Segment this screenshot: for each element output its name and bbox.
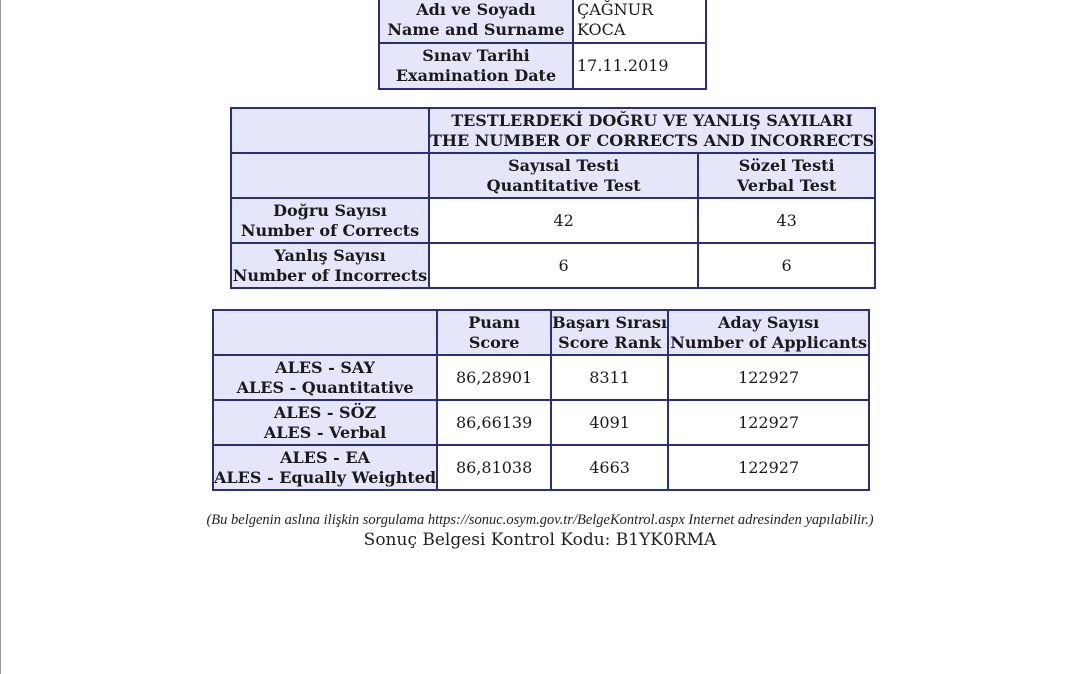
verbal-header-tr: Sözel Testi [738, 155, 835, 175]
score-value: 86,28901 [437, 355, 551, 400]
applicants-header [668, 310, 869, 355]
quantitative-test-header [429, 153, 698, 198]
name-label-tr: Adı ve Soyadı [416, 0, 536, 19]
rank-header-en: Score Rank [558, 332, 662, 352]
applicants-value: 122927 [668, 445, 869, 490]
score-row-label [213, 400, 437, 445]
score-row-label-en: ALES - Quantitative [236, 377, 414, 397]
score-row-label-en: ALES - Equally Weighted [214, 467, 437, 487]
incorrects-quant-value: 6 [429, 243, 698, 288]
scores-header-row [213, 310, 869, 355]
rank-value: 4663 [551, 445, 668, 490]
date-value: 17.11.2019 [573, 43, 706, 89]
date-row [379, 43, 706, 89]
answer-counts-table [230, 107, 876, 289]
counts-subheader-row [231, 153, 875, 198]
score-value: 86,66139 [437, 400, 551, 445]
page-edge [0, 0, 1, 674]
score-row-label-tr: ALES - SÖZ [273, 402, 377, 422]
corrects-label-en: Number of Corrects [240, 220, 420, 240]
corrects-label-tr: Doğru Sayısı [273, 200, 387, 220]
name-label-en: Name and Surname [387, 20, 565, 39]
counts-header-tr: TESTLERDEKİ DOĞRU VE YANLIŞ SAYILARI [451, 110, 853, 130]
quant-header-tr: Sayısal Testi [508, 155, 620, 175]
score-row-verbal [213, 400, 869, 445]
rank-value: 4091 [551, 400, 668, 445]
applicants-value: 122927 [668, 355, 869, 400]
incorrects-verbal-value: 6 [698, 243, 875, 288]
corrects-label [231, 198, 429, 243]
corrects-quant-value: 42 [429, 198, 698, 243]
counts-header-en: THE NUMBER OF CORRECTS AND INCORRECTS [430, 130, 875, 150]
corrects-row [231, 198, 875, 243]
incorrects-label-tr: Yanlış Sayısı [274, 245, 386, 265]
score-row-label-en: ALES - Verbal [263, 422, 387, 442]
verbal-test-header [698, 153, 875, 198]
incorrects-label [231, 243, 429, 288]
ales-scores-table [212, 309, 870, 491]
quant-header-en: Quantitative Test [486, 175, 641, 195]
name-label [379, 0, 573, 43]
incorrects-row [231, 243, 875, 288]
counts-main-header [429, 108, 875, 153]
score-header [437, 310, 551, 355]
rank-header-tr: Başarı Sırası [552, 312, 668, 332]
date-label-tr: Sınav Tarihi [422, 46, 530, 65]
counts-corner-cell [231, 108, 429, 153]
counts-subheader-blank [231, 153, 429, 198]
rank-value: 8311 [551, 355, 668, 400]
control-code: Sonuç Belgesi Kontrol Kodu: B1YK0RMA [363, 530, 717, 550]
score-row-equally-weighted [213, 445, 869, 490]
verbal-header-en: Verbal Test [736, 175, 837, 195]
score-value: 86,81038 [437, 445, 551, 490]
score-row-label [213, 355, 437, 400]
score-row-label-tr: ALES - SAY [275, 357, 375, 377]
corrects-verbal-value: 43 [698, 198, 875, 243]
name-row [379, 0, 706, 43]
rank-header [551, 310, 668, 355]
name-value: ÇAĞNUR KOCA [573, 0, 706, 43]
score-row-label [213, 445, 437, 490]
date-label-en: Examination Date [395, 66, 557, 85]
applicants-header-tr: Aday Sayısı [718, 312, 820, 332]
score-row-label-tr: ALES - EA [280, 447, 370, 467]
candidate-info-table [378, 0, 707, 90]
score-header-en: Score [468, 332, 520, 352]
incorrects-label-en: Number of Incorrects [232, 265, 428, 285]
applicants-header-en: Number of Applicants [670, 332, 867, 352]
counts-header-row [231, 108, 875, 153]
score-row-quantitative [213, 355, 869, 400]
applicants-value: 122927 [668, 400, 869, 445]
date-label [379, 43, 573, 89]
score-header-tr: Puanı [468, 312, 520, 332]
scores-corner-cell [213, 310, 437, 355]
verification-note: (Bu belgenin aslına ilişkin sorgulama https://sonuc.osym.gov.tr/BelgeKontrol.aspx Internet adresinden yapılabilir.) [206, 512, 874, 528]
